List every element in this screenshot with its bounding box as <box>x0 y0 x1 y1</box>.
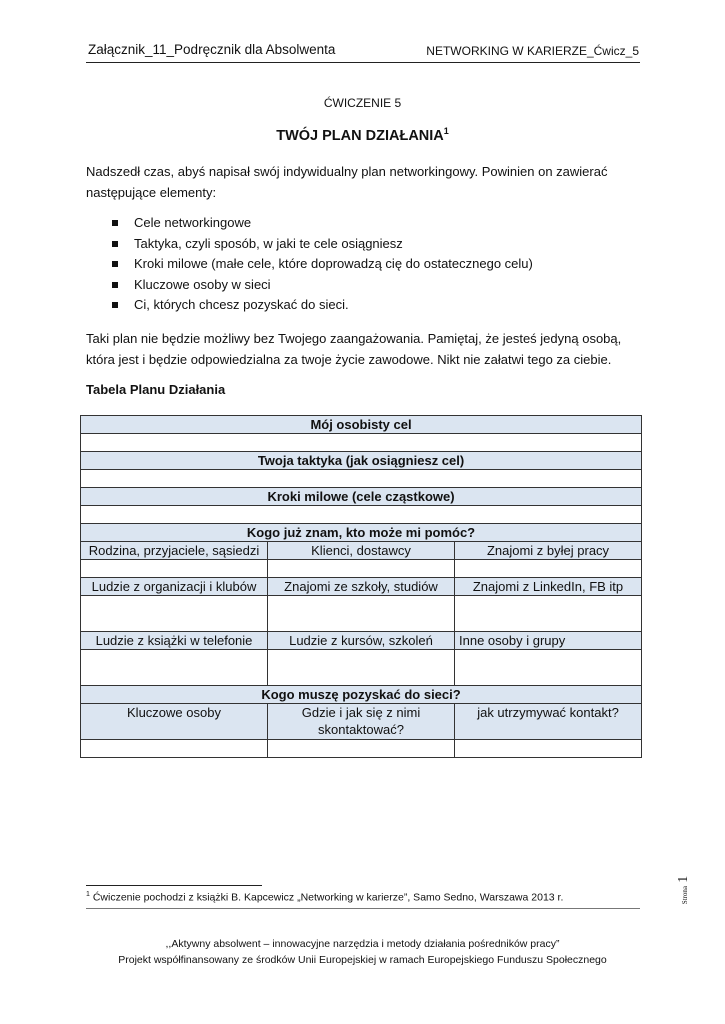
organizations-clubs-header: Ludzie z organizacji i klubów <box>81 578 268 596</box>
key-persons-input-cell[interactable] <box>81 740 268 758</box>
page-number <box>675 865 695 915</box>
list-item <box>86 295 641 316</box>
tactic-header: Twoja taktyka (jak osiągniesz cel) <box>81 452 642 470</box>
list-item-text: Cele networkingowe <box>134 215 252 230</box>
outro-paragraph <box>86 328 641 370</box>
action-plan-table <box>80 415 642 758</box>
list-item-text: Kluczowe osoby w sieci <box>134 276 271 292</box>
school-studies-header: Znajomi ze szkoły, studiów <box>268 578 455 596</box>
list-item-text: Kroki milowe (małe cele, które doprowadzą cię do ostatecznego celu) <box>134 256 533 271</box>
maintain-contact-input-cell[interactable] <box>455 740 642 758</box>
header-right-title: NETWORKING W KARIERZE_Ćwicz_5 <box>426 44 639 58</box>
page-number-label: Strona <box>681 885 689 905</box>
tactic-input-cell[interactable] <box>81 470 642 488</box>
phone-book-header: Ludzie z książki w telefonie <box>81 632 268 650</box>
how-to-contact-input-cell[interactable] <box>268 740 455 758</box>
elements-list <box>86 213 641 316</box>
other-groups-input-cell[interactable] <box>455 650 642 686</box>
family-friends-header: Rodzina, przyjaciele, sąsiedzi <box>81 542 268 560</box>
other-groups-header: Inne osoby i grupy <box>455 632 642 650</box>
list-item <box>86 213 641 234</box>
goal-header: Mój osobisty cel <box>81 416 642 434</box>
how-to-contact-header: Gdzie i jak się z nimi skontaktować? <box>268 704 455 740</box>
page-number-value: 1 <box>676 875 691 883</box>
footer-funding-note: Projekt współfinansowany ze środków Unii Europejskiej w ramach Europejskiego Funduszu Społecznego <box>118 954 607 966</box>
table-heading: Tabela Planu Działania <box>86 382 226 397</box>
square-bullet-icon <box>112 241 118 247</box>
key-persons-header: Kluczowe osoby <box>81 704 268 740</box>
who-to-gain-header: Kogo muszę pozyskać do sieci? <box>81 686 642 704</box>
intro-line: Nadszedł czas, abyś napisał swój indywidualny plan networkingowy. Powinien on zawierać <box>86 164 608 179</box>
footnote-mark: 1 <box>86 891 90 898</box>
who-knows-header: Kogo już znam, kto może mi pomóc? <box>81 524 642 542</box>
list-item <box>86 254 641 275</box>
page-title <box>0 126 725 144</box>
linkedin-fb-header: Znajomi z LinkedIn, FB itp <box>455 578 642 596</box>
clients-suppliers-input-cell[interactable] <box>268 560 455 578</box>
courses-trainings-input-cell[interactable] <box>268 650 455 686</box>
square-bullet-icon <box>112 220 118 226</box>
title-footnote-mark[interactable]: 1 <box>443 126 449 136</box>
header-left-title: Załącznik_11_Podręcznik dla Absolwenta <box>88 42 336 57</box>
list-item <box>86 234 641 255</box>
footnote-text: Ćwiczenie pochodzi z książki B. Kapcewicz „Networking w karierze”, Samo Sedno, Warszawa 2013 r. <box>92 891 564 904</box>
square-bullet-icon <box>112 302 118 308</box>
list-item <box>86 275 641 296</box>
school-studies-input-cell[interactable] <box>268 596 455 632</box>
former-work-header: Znajomi z byłej pracy <box>455 542 642 560</box>
list-item-text: Ci, których chcesz pozyskać do sieci. <box>134 297 349 312</box>
family-friends-input-cell[interactable] <box>81 560 268 578</box>
footer-project-title: ,,Aktywny absolwent – innowacyjne narzędzia i metody działania pośredników pracy” <box>165 938 560 950</box>
list-item-text: Taktyka, czyli sposób, w jaki te cele osiągniesz <box>134 235 403 251</box>
page-title-text: TWÓJ PLAN DZIAŁANIA <box>276 127 444 144</box>
footnote-bottom-rule <box>86 908 640 909</box>
intro-paragraph <box>86 161 641 203</box>
footnote-separator <box>86 885 262 886</box>
exercise-label: ĆWICZENIE 5 <box>323 96 402 110</box>
goal-input-cell[interactable] <box>81 434 642 452</box>
square-bullet-icon <box>112 261 118 267</box>
clients-suppliers-header: Klienci, dostawcy <box>268 542 455 560</box>
former-work-input-cell[interactable] <box>455 560 642 578</box>
maintain-contact-header: jak utrzymywać kontakt? <box>455 704 642 740</box>
outro-line: Taki plan nie będzie możliwy bez Twojego zaangażowania. Pamiętaj, że jesteś jedyną osobą, <box>86 331 622 346</box>
organizations-clubs-input-cell[interactable] <box>81 596 268 632</box>
square-bullet-icon <box>112 282 118 288</box>
outro-line: która jest i będzie odpowiedzialna za twoje życie zawodowe. Nikt nie załatwi tego za ciebie. <box>86 352 612 367</box>
intro-line: następujące elementy: <box>86 185 217 200</box>
footnote <box>86 891 563 904</box>
header-divider <box>86 62 640 63</box>
courses-trainings-header: Ludzie z kursów, szkoleń <box>268 632 455 650</box>
linkedin-fb-input-cell[interactable] <box>455 596 642 632</box>
milestones-header: Kroki milowe (cele cząstkowe) <box>81 488 642 506</box>
phone-book-input-cell[interactable] <box>81 650 268 686</box>
milestones-input-cell[interactable] <box>81 506 642 524</box>
